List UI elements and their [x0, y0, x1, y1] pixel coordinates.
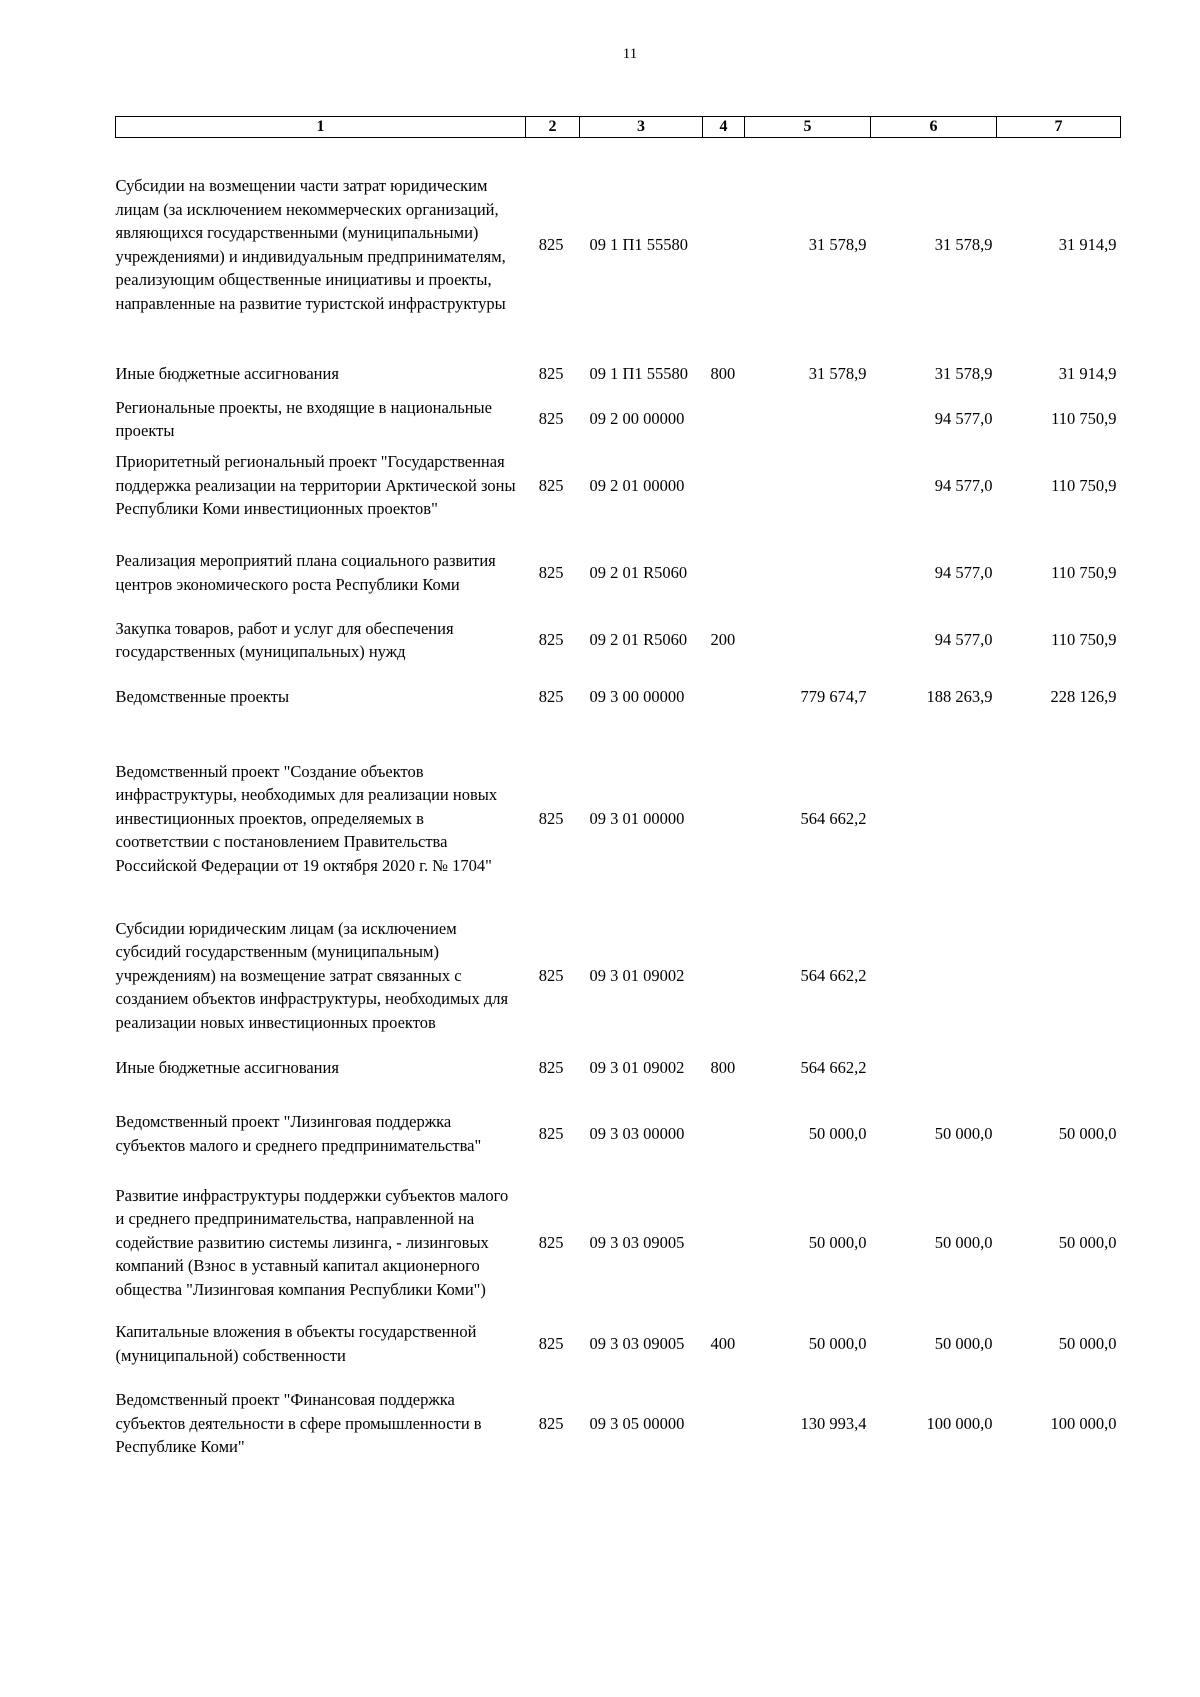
row-target-code: 09 2 01 R5060 — [589, 562, 688, 582]
row-name: Региональные проекты, не входящие в национальные проекты — [115, 397, 492, 440]
row-name: Субсидии юридическим лицам (за исключением субсидий государственным (муниципальным) учреждениям) на возмещение затрат связанных с созданием объектов инфраструктуры, необходимых для реализации новых инвестиционных проектов — [115, 918, 509, 1032]
row-value-col7: 228 126,9 — [1050, 686, 1117, 706]
row-target-code: 09 3 03 09005 — [589, 1333, 685, 1353]
row-target-code: 09 3 01 09002 — [589, 1057, 685, 1077]
row-name: Капитальные вложения в объекты государственной (муниципальной) собственности — [115, 1322, 477, 1365]
row-value-col6 — [871, 1044, 997, 1092]
row-value-col5 — [745, 396, 871, 443]
header-col-5: 5 — [745, 117, 871, 138]
row-target-code: 09 3 01 00000 — [589, 808, 685, 828]
row-gov-code: 825 — [538, 630, 564, 650]
row-name: Субсидии на возмещении части затрат юридическим лицам (за исключением некоммерческих организаций, являющихся государственными (муниципальными) учреждениями) и индивидуальным предпринимателям, реализующим общественные инициативы и проекты, направленные на развитие туристской инфраструктуры — [115, 176, 506, 313]
row-gov-code: 825 — [538, 409, 564, 429]
row-value-col6: 188 263,9 — [926, 686, 993, 706]
row-gov-code: 825 — [538, 1413, 564, 1433]
row-value-col5: 50 000,0 — [808, 1232, 867, 1252]
row-value-col7 — [997, 1044, 1121, 1092]
row-value-col7: 31 914,9 — [1058, 363, 1117, 383]
row-value-col7: 100 000,0 — [1050, 1413, 1117, 1433]
budget-table — [115, 116, 1121, 1470]
row-value-col6: 100 000,0 — [926, 1413, 993, 1433]
row-gov-code: 825 — [538, 235, 564, 254]
row-value-col5: 779 674,7 — [800, 686, 867, 706]
row-value-col7 — [997, 908, 1121, 1044]
row-value-col5 — [745, 617, 871, 664]
row-target-code: 09 3 03 09005 — [589, 1232, 685, 1252]
header-col-2: 2 — [526, 117, 580, 138]
row-value-col6: 94 577,0 — [934, 409, 993, 429]
row-target-code: 09 3 05 00000 — [589, 1413, 685, 1433]
row-value-col7: 50 000,0 — [1058, 1333, 1117, 1353]
row-expense-type — [703, 443, 745, 529]
row-name: Ведомственный проект "Создание объектов инфраструктуры, необходимых для реализации новых инвестиционных проектов, определяемых в соответствии с постановлением Правительства Российской Федерации от 19 октября 2020 г. № 1704" — [115, 761, 498, 875]
table-row — [116, 1044, 1121, 1092]
header-col-6: 6 — [871, 117, 997, 138]
row-name: Ведомственные проекты — [115, 686, 290, 706]
row-value-col7 — [997, 730, 1121, 908]
row-expense-type: 800 — [710, 363, 736, 383]
row-gov-code: 825 — [538, 1232, 564, 1252]
row-value-col5: 31 578,9 — [808, 235, 867, 254]
table-row — [116, 1176, 1121, 1310]
row-value-col5 — [745, 529, 871, 617]
row-expense-type — [703, 1176, 745, 1310]
row-value-col6: 50 000,0 — [934, 1232, 993, 1252]
row-value-col7: 110 750,9 — [1051, 409, 1117, 429]
row-name: Ведомственный проект "Лизинговая поддержка субъектов малого и среднего предпринимательства" — [115, 1112, 482, 1155]
table-row — [116, 1310, 1121, 1378]
row-value-col6 — [871, 908, 997, 1044]
table-row — [116, 138, 1121, 352]
row-target-code: 09 2 00 00000 — [589, 409, 685, 429]
row-name: Иные бюджетные ассигнования — [115, 363, 339, 383]
page-number: 11 — [622, 46, 638, 62]
table-row — [116, 529, 1121, 617]
row-target-code: 09 2 01 R5060 — [589, 630, 688, 650]
header-col-7: 7 — [997, 117, 1121, 138]
row-value-col7: 50 000,0 — [1058, 1232, 1117, 1252]
row-value-col5: 130 993,4 — [800, 1413, 867, 1433]
row-gov-code: 825 — [538, 808, 564, 828]
table-row — [116, 1092, 1121, 1176]
row-expense-type — [703, 664, 745, 730]
row-expense-type — [703, 396, 745, 443]
row-expense-type: 200 — [710, 630, 736, 650]
row-gov-code: 825 — [538, 1333, 564, 1353]
row-name: Реализация мероприятий плана социального развития центров экономического роста Республики Коми — [115, 551, 496, 594]
row-value-col5: 50 000,0 — [808, 1123, 867, 1143]
row-name: Развитие инфраструктуры поддержки субъектов малого и среднего предпринимательства, направленной на содействие развитию системы лизинга, - лизинговых компаний (Взнос в уставный капитал акционерного общества "Лизинговая компания Республики Коми") — [115, 1185, 509, 1299]
row-value-col5: 564 662,2 — [800, 808, 867, 828]
row-expense-type — [703, 529, 745, 617]
row-value-col6 — [871, 730, 997, 908]
row-name: Приоритетный региональный проект "Государственная поддержка реализации на территории Арктической зоны Республики Коми инвестиционных проектов" — [115, 452, 516, 519]
header-col-3: 3 — [580, 117, 703, 138]
row-value-col7: 110 750,9 — [1051, 630, 1117, 650]
row-value-col6: 50 000,0 — [934, 1123, 993, 1143]
row-target-code: 09 3 01 09002 — [589, 965, 685, 985]
row-gov-code: 825 — [538, 1057, 564, 1077]
row-gov-code: 825 — [538, 363, 564, 383]
row-expense-type — [703, 1092, 745, 1176]
row-expense-type — [703, 908, 745, 1044]
row-value-col5: 50 000,0 — [808, 1333, 867, 1353]
row-value-col6: 94 577,0 — [934, 630, 993, 650]
header-row — [116, 117, 1121, 138]
row-name: Ведомственный проект "Финансовая поддержка субъектов деятельности в сфере промышленности в Республике Коми" — [115, 1390, 482, 1457]
row-target-code: 09 3 03 00000 — [589, 1123, 685, 1143]
row-value-col6: 94 577,0 — [934, 475, 993, 495]
row-value-col6: 31 578,9 — [934, 363, 993, 383]
header-col-1: 1 — [116, 117, 526, 138]
table-body — [116, 138, 1121, 1470]
row-expense-type — [703, 1378, 745, 1470]
table-row — [116, 730, 1121, 908]
table-row — [116, 396, 1121, 443]
row-value-col6: 31 578,9 — [934, 235, 993, 254]
table-row — [116, 443, 1121, 529]
row-name: Закупка товаров, работ и услуг для обеспечения государственных (муниципальных) нужд — [115, 618, 454, 661]
header-col-4: 4 — [703, 117, 745, 138]
row-gov-code: 825 — [538, 1123, 564, 1143]
row-target-code: 09 1 П1 55580 — [589, 363, 689, 383]
table-row — [116, 908, 1121, 1044]
row-target-code: 09 2 01 00000 — [589, 475, 685, 495]
table-row — [116, 1378, 1121, 1470]
row-name: Иные бюджетные ассигнования — [115, 1057, 339, 1077]
row-value-col7: 31 914,9 — [1058, 235, 1117, 254]
row-expense-type: 400 — [710, 1333, 736, 1353]
row-value-col6: 94 577,0 — [934, 562, 993, 582]
row-gov-code: 825 — [538, 965, 564, 985]
table-row — [116, 617, 1121, 664]
row-gov-code: 825 — [538, 475, 564, 495]
table-row — [116, 664, 1121, 730]
row-gov-code: 825 — [538, 686, 564, 706]
row-value-col5 — [745, 443, 871, 529]
row-gov-code: 825 — [538, 562, 564, 582]
row-target-code: 09 1 П1 55580 — [589, 235, 689, 254]
row-value-col5: 564 662,2 — [800, 965, 867, 985]
row-value-col5: 564 662,2 — [800, 1057, 867, 1077]
row-value-col5: 31 578,9 — [808, 363, 867, 383]
row-value-col6: 50 000,0 — [934, 1333, 993, 1353]
table-row — [116, 352, 1121, 396]
row-value-col7: 110 750,9 — [1051, 475, 1117, 495]
row-value-col7: 50 000,0 — [1058, 1123, 1117, 1143]
row-expense-type: 800 — [710, 1057, 736, 1077]
row-expense-type — [703, 138, 745, 352]
row-target-code: 09 3 00 00000 — [589, 686, 685, 706]
row-expense-type — [703, 730, 745, 908]
row-value-col7: 110 750,9 — [1051, 562, 1117, 582]
